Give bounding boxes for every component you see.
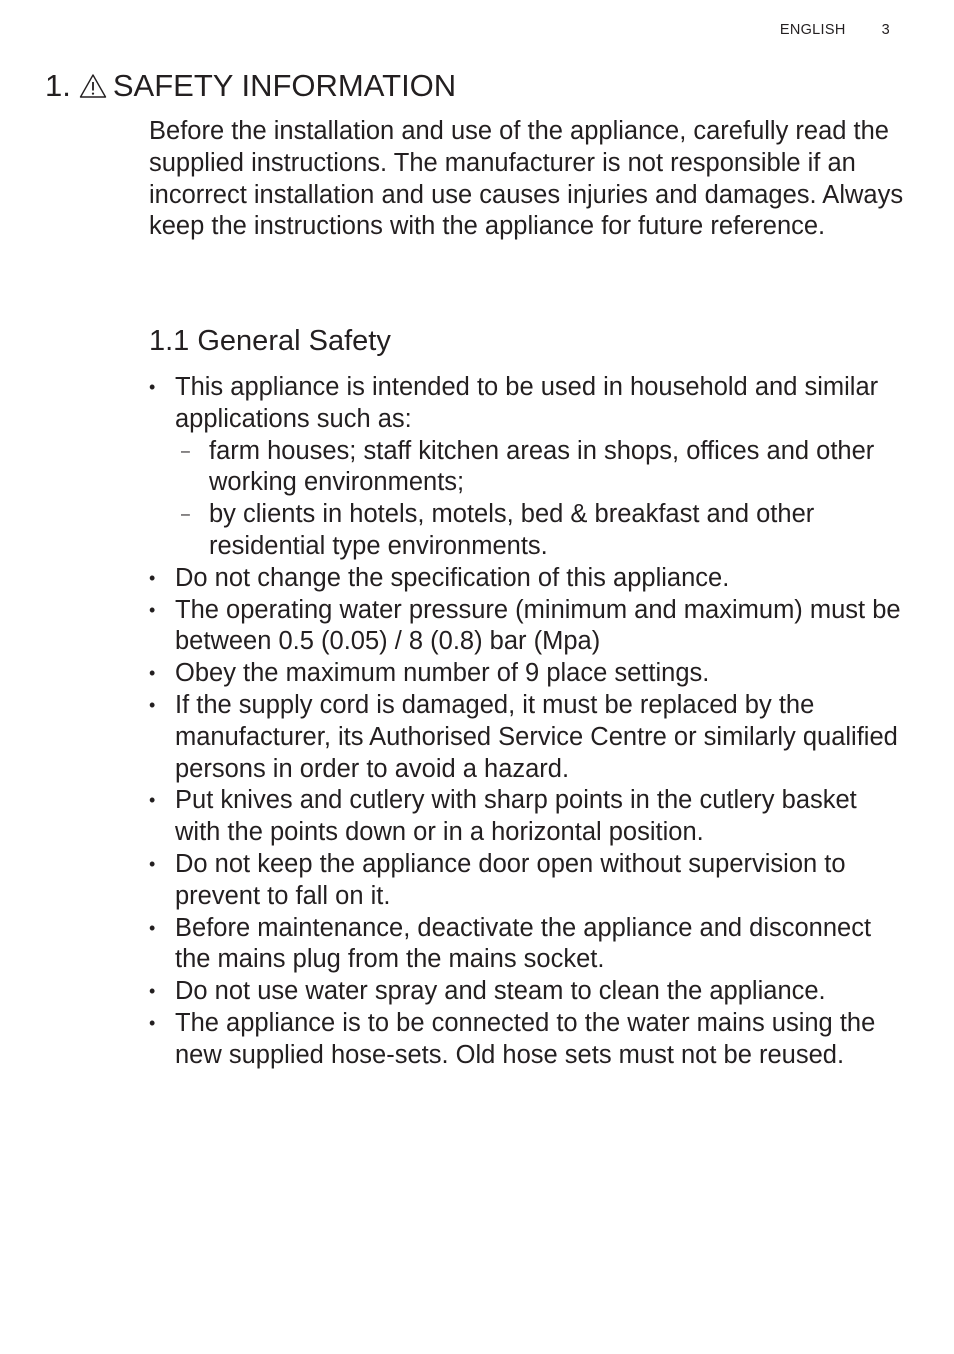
- sub-list-item: – by clients in hotels, motels, bed & breakfast and other residential type environments.: [175, 499, 909, 563]
- section-title: SAFETY INFORMATION: [112, 68, 457, 103]
- warning-triangle-icon: [79, 73, 107, 99]
- list-item: • Do not use water spray and steam to clean the appliance.: [149, 976, 909, 1008]
- safety-list: [149, 372, 909, 1072]
- list-item: • Do not change the specification of this appliance.: [149, 563, 909, 595]
- list-item: • Do not keep the appliance door open without supervision to prevent to fall on it.: [149, 849, 909, 913]
- list-item: • Before maintenance, deactivate the appliance and disconnect the mains plug from the mains socket.: [149, 913, 909, 977]
- sub-list: [175, 436, 909, 563]
- list-item: • Obey the maximum number of 9 place settings.: [149, 658, 909, 690]
- subsection-title: 1.1 General Safety: [149, 325, 391, 357]
- page-number: 3: [881, 22, 890, 38]
- list-item: • If the supply cord is damaged, it must be replaced by the manufacturer, its Authorised Service Centre or similarly qualified persons in order to avoid a hazard.: [149, 690, 909, 785]
- sub-list-item: – farm houses; staff kitchen areas in shops, offices and other working environments;: [175, 436, 909, 500]
- list-item: • Put knives and cutlery with sharp points in the cutlery basket with the points down or in a horizontal position.: [149, 785, 909, 849]
- page-header: [780, 22, 890, 38]
- list-item: [149, 372, 909, 563]
- intro-paragraph: Before the installation and use of the appliance, carefully read the supplied instructions. The manufacturer is not responsible if an incorrect installation and use causes injuries and damages. Always keep the instructions with the appliance for future reference.: [149, 117, 904, 241]
- section-number: 1.: [45, 68, 71, 103]
- list-item-text: This appliance is intended to be used in household and similar applications such as:: [175, 373, 879, 433]
- section-heading: [45, 68, 456, 104]
- list-item: • The appliance is to be connected to the water mains using the new supplied hose-sets. Old hose sets must not be reused.: [149, 1008, 909, 1072]
- list-item: • The operating water pressure (minimum and maximum) must be between 0.5 (0.05) / 8 (0.8) bar (Mpa): [149, 595, 909, 659]
- language-label: ENGLISH: [779, 22, 846, 38]
